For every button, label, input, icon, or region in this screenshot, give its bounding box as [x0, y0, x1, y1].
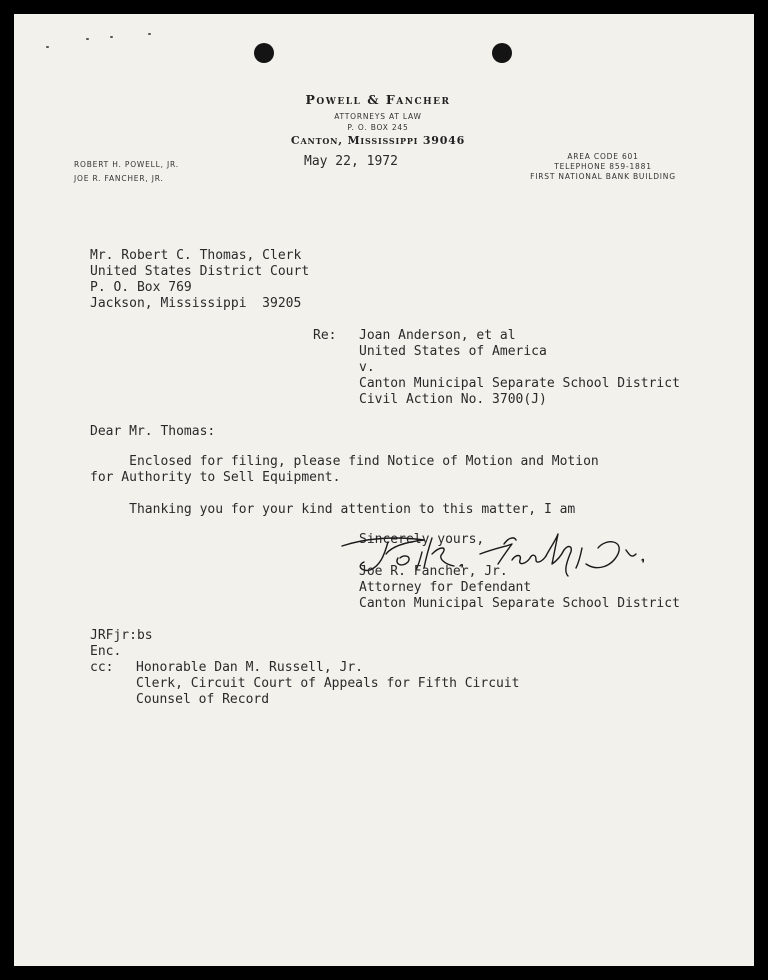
signer-organization: Canton Municipal Separate School District [359, 596, 680, 611]
letter-date: May 22, 1972 [304, 154, 398, 169]
valediction: Sincerely yours, [359, 532, 485, 547]
signer-name: Joe R. Fancher, Jr. [359, 564, 508, 579]
punch-hole-left [254, 43, 274, 63]
cc-line: Counsel of Record [136, 692, 270, 707]
firm-name: Powell & Fancher [305, 92, 451, 107]
paper-speck [46, 46, 49, 48]
cc-label: cc: [90, 660, 114, 675]
partner-1: ROBERT H. POWELL, JR. [74, 160, 179, 169]
re-label: Re: [313, 328, 337, 343]
recipient-line: United States District Court [90, 264, 310, 279]
re-line: United States of America [359, 344, 547, 359]
recipient-line: P. O. Box 769 [90, 280, 192, 295]
re-line: v. [359, 360, 375, 375]
letter-page [14, 14, 754, 966]
firm-po-box: P. O. BOX 245 [347, 123, 409, 132]
area-code: AREA CODE 601 [567, 152, 639, 161]
enclosure-note: Enc. [90, 644, 122, 659]
body-line: Thanking you for your kind attention to this matter, I am [90, 502, 576, 517]
building: FIRST NATIONAL BANK BUILDING [530, 172, 676, 181]
cc-line: Clerk, Circuit Court of Appeals for Fifth Circuit [136, 676, 520, 691]
body-line: Enclosed for filing, please find Notice of Motion and Motion [90, 454, 599, 469]
firm-subtitle: ATTORNEYS AT LAW [334, 112, 422, 121]
punch-hole-right [492, 43, 512, 63]
re-line: Joan Anderson, et al [359, 328, 516, 343]
partner-2: JOE R. FANCHER, JR. [74, 174, 164, 183]
reference-initials: JRFjr:bs [90, 628, 153, 643]
recipient-line: Jackson, Mississippi 39205 [90, 296, 302, 311]
telephone: TELEPHONE 859-1881 [554, 162, 652, 171]
salutation: Dear Mr. Thomas: [90, 424, 216, 439]
re-line: Civil Action No. 3700(J) [359, 392, 547, 407]
paper-speck [86, 38, 89, 40]
re-line: Canton Municipal Separate School District [359, 376, 680, 391]
body-line: for Authority to Sell Equipment. [90, 470, 341, 485]
cc-line: Honorable Dan M. Russell, Jr. [136, 660, 363, 675]
firm-city-line: Canton, Mississippi 39046 [290, 134, 466, 147]
paper-speck [110, 36, 113, 38]
recipient-line: Mr. Robert C. Thomas, Clerk [90, 248, 302, 263]
signer-title: Attorney for Defendant [359, 580, 532, 595]
paper-speck [148, 33, 151, 35]
